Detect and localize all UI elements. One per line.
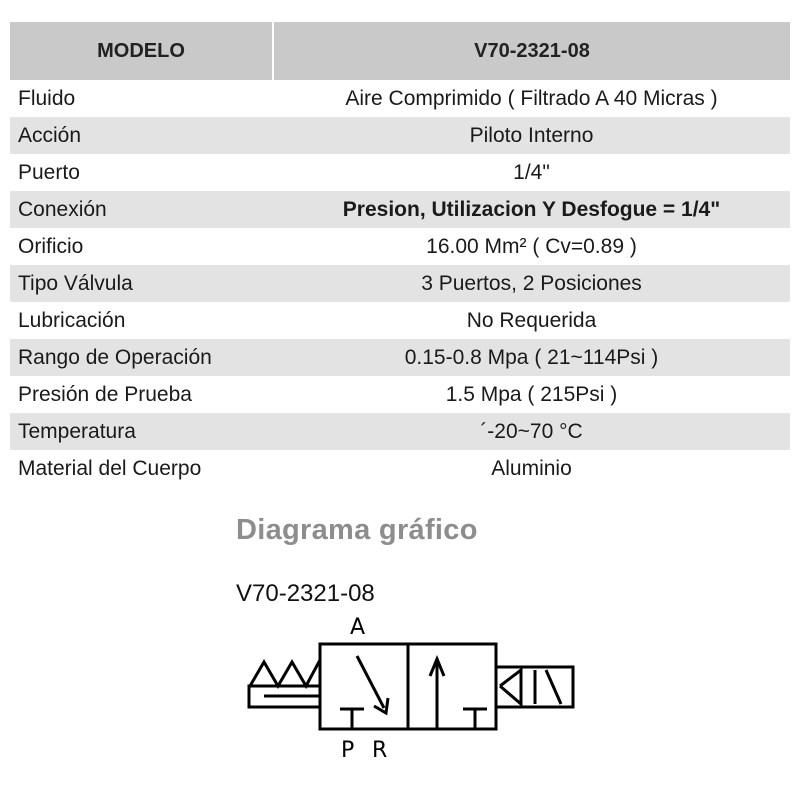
row-value: No Requerida xyxy=(466,308,597,332)
port-r-label: R xyxy=(372,738,388,763)
row-label: Presión de Prueba xyxy=(18,382,192,406)
row-label: Rango de Operación xyxy=(10,339,273,376)
row-value: Piloto Interno xyxy=(273,117,790,154)
row-label: Tipo Válvula xyxy=(10,265,273,302)
spring-symbol xyxy=(250,660,320,686)
port-a-label: A xyxy=(350,615,366,640)
diagram-model-label: V70-2321-08 xyxy=(236,580,375,607)
row-label: Conexión xyxy=(10,191,273,228)
row-value: 1/4" xyxy=(513,160,550,184)
row-value: 3 Puertos, 2 Posiciones xyxy=(273,265,790,302)
port-p-label: P xyxy=(341,738,355,763)
row-label: Puerto xyxy=(18,160,80,184)
row-value: Aluminio xyxy=(491,456,572,480)
row-value: 0.15-0.8 Mpa ( 21~114Psi ) xyxy=(273,339,790,376)
row-label: Fluido xyxy=(18,86,76,110)
row-value: ´-20~70 °C xyxy=(273,413,790,450)
row-value: 1.5 Mpa ( 215Psi ) xyxy=(445,382,618,406)
row-label: Acción xyxy=(10,117,273,154)
row-label: Material del Cuerpo xyxy=(18,456,202,480)
diagram-title: Diagrama gráfico xyxy=(236,514,478,546)
row-label: Orificio xyxy=(18,234,84,258)
header-model-label: MODELO xyxy=(10,22,273,80)
solenoid-winding xyxy=(500,670,521,704)
row-value: 16.00 Mm² ( Cv=0.89 ) xyxy=(426,234,637,258)
row-label: Temperatura xyxy=(10,413,273,450)
row-value: Aire Comprimido ( Filtrado A 40 Micras ) xyxy=(345,86,718,110)
flow-arrow-diagonal xyxy=(357,656,384,708)
header-model-value: V70-2321-08 xyxy=(273,22,790,80)
solenoid-winding-diag xyxy=(546,670,561,704)
row-value: Presion, Utilizacion Y Desfogue = 1/4" xyxy=(273,191,790,228)
row-label: Lubricación xyxy=(18,308,126,332)
